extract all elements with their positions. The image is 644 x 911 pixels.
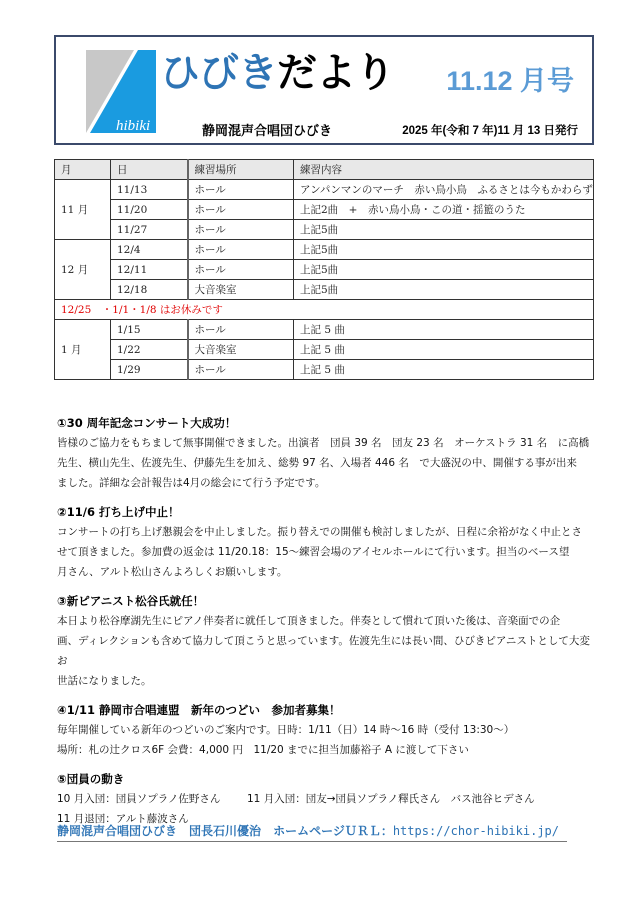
organization-name: 静岡混声合唱団ひびき <box>202 124 333 139</box>
place-cell: ホール <box>188 360 294 380</box>
practice-schedule-table <box>54 159 594 380</box>
date-cell: 1/15 <box>111 320 188 340</box>
date-cell: 11/27 <box>111 220 188 240</box>
place-cell: 大音楽室 <box>188 340 294 360</box>
holiday-notice-row <box>55 300 594 320</box>
section-title: ③新ピアニスト松谷氏就任！ <box>57 594 205 608</box>
section-concert-success <box>57 413 597 493</box>
newsletter-header <box>54 35 594 145</box>
month-cell: 12 月 <box>55 240 111 300</box>
place-cell: ホール <box>188 320 294 340</box>
date-cell: 12/18 <box>111 280 188 300</box>
content-cell: 上記 5 曲 <box>294 320 594 340</box>
section-party-cancelled <box>57 502 597 582</box>
joined-october: 10 月入団：団員ソプラノ佐野さん <box>57 793 221 805</box>
col-header-place: 練習場所 <box>188 160 294 180</box>
table-row <box>55 180 594 200</box>
content-cell: 上記5曲 <box>294 220 594 240</box>
section-title: ①30 周年記念コンサート大成功！ <box>57 416 237 430</box>
section-line: 毎年開催している新年のつどいのご案内です。日時：1/11（日）14 時～16 時（受付 13:30～） <box>57 724 515 736</box>
section-line: 場所：札の辻クロス6F 会費：4,000 円 11/20 までに担当加藤裕子 A に渡して下さい <box>57 744 469 756</box>
month-cell: 11 月 <box>55 180 111 240</box>
section-line: 画、ディレクションも含めて協力して頂こうと思っています。佐渡先生には長い間、ひびきピアニストとして大変お <box>57 635 590 667</box>
footer-leader: 団長石川優治 <box>189 824 262 838</box>
content-cell: 上記5曲 <box>294 240 594 260</box>
date-cell: 1/22 <box>111 340 188 360</box>
content-cell: 上記2曲 + 赤い鳥小鳥・この道・揺籃のうた <box>294 200 594 220</box>
footer <box>57 822 567 842</box>
col-header-content: 練習内容 <box>294 160 594 180</box>
section-title: ②11/6 打ち上げ中止！ <box>57 505 180 519</box>
section-title: ⑤団員の動き <box>57 772 125 786</box>
place-cell: ホール <box>188 240 294 260</box>
section-line: 皆様のご協力をもちまして無事開催できました。出演者 団員 39 名 団友 23 名 オーケストラ 31 名 に高橋 <box>57 437 590 449</box>
newsletter-title <box>160 45 394 101</box>
col-header-month: 月 <box>55 160 111 180</box>
table-row <box>55 220 594 240</box>
left-november: 11 月退団：アルト藤波さん <box>57 813 189 825</box>
place-cell: ホール <box>188 180 294 200</box>
table-row <box>55 240 594 260</box>
section-line: 世話になりました。 <box>57 675 152 687</box>
place-cell: 大音楽室 <box>188 280 294 300</box>
publication-date: 2025 年(令和 7 年)11 月 13 日発行 <box>402 125 578 137</box>
homepage-link[interactable]: https://chor-hibiki.jp/ <box>392 824 559 838</box>
section-line: 先生、横山先生、佐渡先生、伊藤先生を加え、総勢 97 名、入場者 446 名 で大盛況の中、開催する事が出来 <box>57 457 577 469</box>
place-cell: ホール <box>188 200 294 220</box>
section-line: 本日より松谷摩湖先生にピアノ伴奏者に就任して頂きました。伴奏として慣れて頂いた後は、音楽面での企 <box>57 615 561 627</box>
section-new-year-gathering <box>57 700 597 760</box>
date-cell: 1/29 <box>111 360 188 380</box>
logo-text: hibiki <box>116 118 151 133</box>
section-line: せて頂きました。参加費の返金は 11/20.18：15～練習会場のアイセルホールにて行います。担当のベース望 <box>57 546 570 558</box>
section-line: 月さん、アルト松山さんよろしくお願いします。 <box>57 566 288 578</box>
joined-november: 11 月入団：団友→団員ソプラノ釋氏さん バス池谷ヒデさん <box>247 793 535 805</box>
section-line: コンサートの打ち上げ懇親会を中止しました。振り替えでの開催も検討しましたが、日程に余裕がなく中止とさ <box>57 526 582 538</box>
table-row <box>55 200 594 220</box>
section-new-pianist <box>57 591 597 691</box>
title-black-part: だより <box>277 50 394 96</box>
col-header-date: 日 <box>111 160 188 180</box>
member-joins-row <box>57 789 597 809</box>
table-row <box>55 260 594 280</box>
section-member-changes <box>57 769 597 829</box>
table-row <box>55 340 594 360</box>
footer-org: 静岡混声合唱団ひびき <box>57 824 178 838</box>
place-cell: ホール <box>188 260 294 280</box>
title-blue-part: ひびき <box>160 50 277 96</box>
table-header-row <box>55 160 594 180</box>
date-cell: 12/4 <box>111 240 188 260</box>
month-cell: 1 月 <box>55 320 111 380</box>
hibiki-logo <box>86 50 156 133</box>
table-row <box>55 320 594 340</box>
section-line: ました。詳細な会計報告は4月の総会にて行う予定です。 <box>57 477 326 489</box>
date-cell: 12/11 <box>111 260 188 280</box>
content-cell: 上記 5 曲 <box>294 340 594 360</box>
date-cell: 11/13 <box>111 180 188 200</box>
content-cell: 上記5曲 <box>294 260 594 280</box>
content-cell: アンパンマンのマーチ 赤い鳥小鳥 ふるさとは今もかわらず <box>294 180 594 200</box>
table-row <box>55 280 594 300</box>
footer-homepage-label: ホームページＵＲＬ： <box>273 824 393 838</box>
date-cell: 11/20 <box>111 200 188 220</box>
section-title: ④1/11 静岡市合唱連盟 新年のつどい 参加者募集！ <box>57 703 341 717</box>
content-cell: 上記 5 曲 <box>294 360 594 380</box>
table-row <box>55 360 594 380</box>
content-cell: 上記5曲 <box>294 280 594 300</box>
issue-number: 11.12 月号 <box>446 66 574 96</box>
holiday-notice: 12/25 ・1/1・1/8 はお休みです <box>55 300 594 320</box>
place-cell: ホール <box>188 220 294 240</box>
news-sections <box>57 413 597 838</box>
